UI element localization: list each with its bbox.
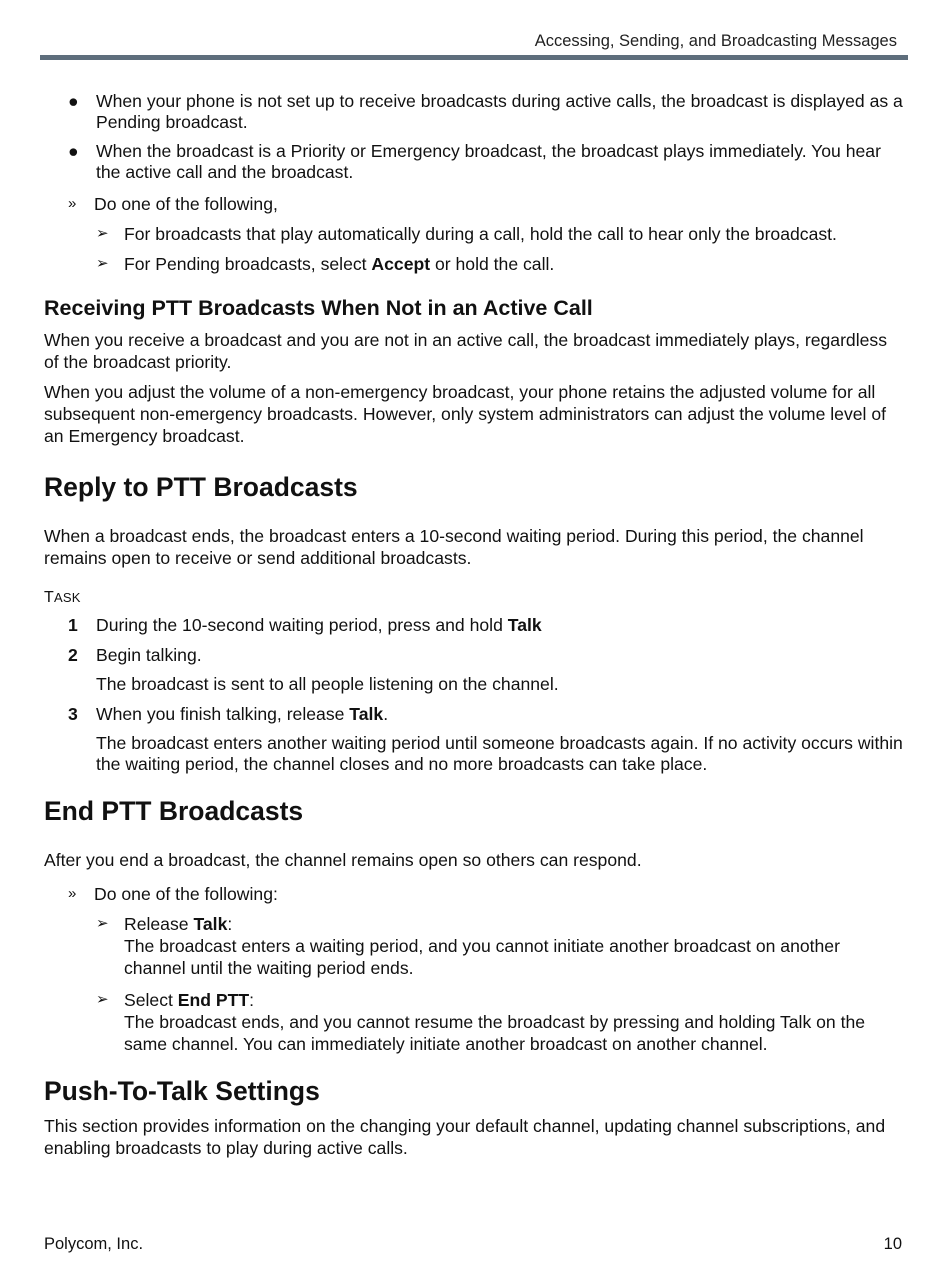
step-lead — [44, 883, 906, 905]
option-item — [44, 253, 906, 275]
bullet-text: When your phone is not set up to receive broadcasts during active calls, the broadcast is displayed as a Pending broadcast. — [96, 91, 903, 132]
step-arrow-icon: » — [68, 885, 77, 902]
option-description: The broadcast enters a waiting period, and you cannot initiate another broadcast on another channel until the waiting period ends. — [124, 936, 840, 978]
paragraph: When a broadcast ends, the broadcast enters a 10-second waiting period. During this period, the channel remains open to receive or send additional broadcasts. — [44, 526, 864, 568]
step-number: 2 — [68, 645, 78, 665]
option-arrow-icon: ➢ — [96, 991, 109, 1008]
step-note: The broadcast is sent to all people listening on the channel. — [96, 674, 559, 694]
section-title-settings: Push-To-Talk Settings — [44, 1076, 320, 1106]
option-description: The broadcast ends, and you cannot resume the broadcast by pressing and holding Talk on the same channel. You can immediately initiate another broadcast on another channel. — [124, 1012, 866, 1054]
numbered-step: 3 When you finish talking, release Talk. — [68, 704, 389, 724]
running-header: Accessing, Sending, and Broadcasting Messages — [534, 32, 897, 50]
paragraph: This section provides information on the changing your default channel, updating channel subscriptions, and enabling broadcasts to play during active calls. — [44, 1116, 886, 1158]
section-title-reply: Reply to PTT Broadcasts — [44, 472, 358, 502]
option-keyword: End PTT — [177, 990, 250, 1010]
bullet-text: When the broadcast is a Priority or Emergency broadcast, the broadcast plays immediately. You hear the active call and the broadcast. — [96, 141, 881, 182]
step-note: The broadcast enters another waiting period until someone broadcasts again. If no activity occurs within the waiting period, the channel closes and no more broadcasts can take place. — [96, 733, 903, 774]
option-keyword: Accept — [371, 254, 431, 274]
option-item — [44, 223, 906, 245]
step-keyword: Talk — [349, 704, 384, 724]
step-lead-text: Do one of the following, — [94, 194, 278, 214]
numbered-step: 2 Begin talking. — [68, 645, 202, 665]
page-content — [44, 91, 906, 1159]
paragraph: After you end a broadcast, the channel remains open so others can respond. — [44, 850, 642, 870]
footer-company: Polycom, Inc. — [44, 1235, 144, 1253]
task-label: TASK — [44, 589, 81, 606]
paragraph: When you receive a broadcast and you are not in an active call, the broadcast immediately plays, regardless of the broadcast priority. — [44, 330, 887, 372]
option-arrow-icon: ➢ — [96, 915, 109, 932]
step-keyword: Talk — [507, 615, 542, 635]
bullet-icon: ● — [68, 91, 79, 111]
bullet-item — [44, 141, 906, 183]
option-text-post: or hold the call. — [430, 254, 555, 274]
bullet-icon: ● — [68, 141, 79, 161]
option-item: ➢ Release Talk: The broadcast enters a waiting period, and you cannot initiate another broadcast on another channel until the waiting period ends. — [96, 914, 840, 978]
step-lead — [44, 193, 906, 215]
step-arrow-icon: » — [68, 195, 77, 212]
option-item: ➢ Select End PTT: The broadcast ends, and you cannot resume the broadcast by pressing and holding Talk on the same channel. You can immediately initiate another broadcast on another channel. — [96, 990, 866, 1054]
footer-page-number: 10 — [883, 1235, 902, 1253]
option-arrow-icon: ➢ — [96, 255, 109, 272]
step-lead-text: Do one of the following: — [94, 884, 278, 904]
header-rule — [40, 55, 908, 60]
section-title-receiving: Receiving PTT Broadcasts When Not in an Active Call — [44, 296, 593, 320]
paragraph: When you adjust the volume of a non-emergency broadcast, your phone retains the adjusted volume for all subsequent non-emergency broadcasts. However, only system administrators can adjust the volume level of an Emergency broadcast. — [44, 382, 886, 446]
option-keyword: Talk — [193, 914, 228, 934]
step-number: 1 — [68, 615, 78, 635]
option-arrow-icon: ➢ — [96, 225, 109, 242]
option-text: For broadcasts that play automatically during a call, hold the call to hear only the broadcast. — [124, 224, 837, 244]
numbered-step: 1 During the 10-second waiting period, press and hold Talk — [68, 615, 542, 635]
option-text-pre: For Pending broadcasts, select — [124, 254, 372, 274]
bullet-item — [44, 91, 906, 133]
step-number: 3 — [68, 704, 78, 724]
section-title-end: End PTT Broadcasts — [44, 796, 304, 826]
